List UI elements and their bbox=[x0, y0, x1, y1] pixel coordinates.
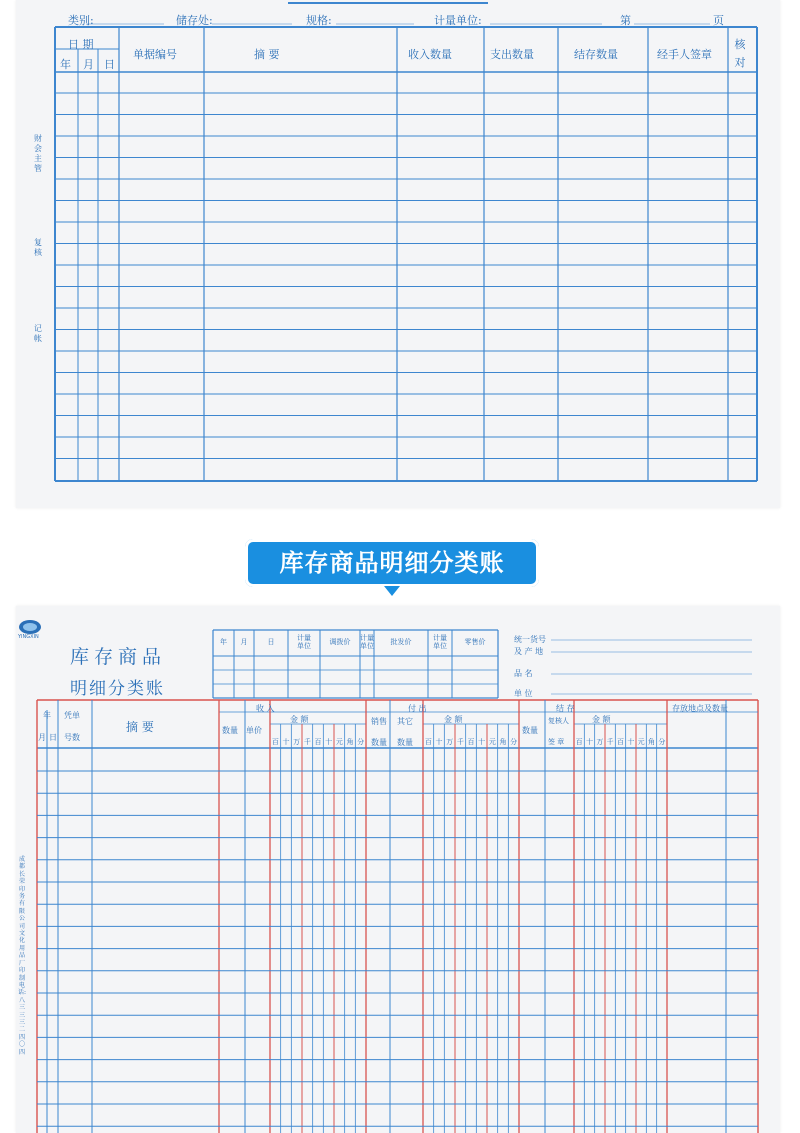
logo-text: YINGXIN bbox=[18, 634, 39, 640]
col2-day: 日 bbox=[49, 733, 57, 742]
spec-label: 规格: bbox=[306, 14, 332, 27]
col2-other: 其它 bbox=[397, 717, 413, 726]
page-prefix: 第 bbox=[620, 14, 631, 27]
price-table-label: 日 bbox=[267, 638, 275, 646]
col2-year: 年 bbox=[43, 711, 51, 720]
digit-label: 百 bbox=[271, 738, 279, 746]
storage-label: 储存处: bbox=[176, 14, 213, 27]
col-check: 核对 bbox=[734, 38, 746, 69]
sheet2-title-line1: 库存商品 bbox=[70, 646, 167, 668]
page-suffix: 页 bbox=[713, 14, 724, 27]
col2-income-qty: 数量 bbox=[222, 726, 238, 735]
digit-label: 百 bbox=[467, 738, 475, 746]
info-code: 统一货号 bbox=[514, 635, 546, 644]
side-supervisor: 财会主管 bbox=[34, 134, 42, 173]
col-month: 月 bbox=[83, 58, 94, 71]
col-day: 日 bbox=[104, 58, 115, 71]
digit-label: 十 bbox=[627, 738, 635, 746]
price-table-label: 计量单位 bbox=[360, 634, 374, 650]
info-origin: 及 产 地 bbox=[514, 647, 544, 656]
col-doc-no: 单据编号 bbox=[133, 48, 177, 61]
digit-label: 百 bbox=[424, 738, 432, 746]
price-table-label: 零售价 bbox=[464, 638, 486, 646]
digit-label: 角 bbox=[346, 738, 354, 746]
ledger-sheet-top bbox=[16, 0, 780, 508]
price-table-label: 计量单位 bbox=[297, 634, 311, 650]
col2-income-amount: 金 额 bbox=[290, 715, 309, 724]
side-bookkeeper: 记帐 bbox=[34, 324, 42, 343]
info-unit: 单 位 bbox=[514, 689, 533, 698]
digit-label: 十 bbox=[478, 738, 486, 746]
digit-label: 角 bbox=[499, 738, 507, 746]
col2-sales: 销售 bbox=[371, 717, 387, 726]
col-handler: 经手人签章 bbox=[657, 48, 712, 61]
digit-label: 十 bbox=[282, 738, 290, 746]
info-name: 品 名 bbox=[514, 669, 533, 678]
banner-pointer bbox=[384, 586, 400, 596]
col2-month: 月 bbox=[38, 733, 46, 742]
col2-other-qty: 数量 bbox=[397, 738, 413, 747]
col2-balance: 结 存 bbox=[556, 704, 575, 713]
col2-checker: 复核人 bbox=[548, 717, 569, 725]
digit-label: 分 bbox=[510, 738, 518, 746]
digit-label: 万 bbox=[293, 738, 301, 746]
digit-label: 分 bbox=[357, 738, 365, 746]
digit-label: 元 bbox=[637, 738, 645, 746]
col2-seal: 签 章 bbox=[548, 738, 565, 746]
digit-label: 元 bbox=[488, 738, 496, 746]
col2-sales-qty: 数量 bbox=[371, 738, 387, 747]
col2-balance-qty: 数量 bbox=[522, 726, 538, 735]
col-balance-qty: 结存数量 bbox=[574, 48, 618, 61]
digit-label: 百 bbox=[617, 738, 624, 746]
banner-title: 库存商品明细分类账 bbox=[279, 549, 505, 577]
digit-label: 千 bbox=[456, 738, 464, 746]
col2-location: 存放地点及数量 bbox=[672, 704, 728, 713]
sheet1-grid bbox=[16, 0, 780, 508]
category-label: 类别: bbox=[68, 14, 94, 27]
col2-number: 号数 bbox=[64, 733, 80, 742]
side-review: 复核 bbox=[34, 238, 42, 257]
price-table-label: 月 bbox=[240, 638, 248, 646]
col2-voucher: 凭单 bbox=[64, 711, 80, 720]
col2-income: 收 入 bbox=[256, 704, 275, 713]
col-summary: 摘 要 bbox=[254, 48, 280, 61]
col2-balance-amount: 金 额 bbox=[592, 715, 611, 724]
col2-outgo: 付 出 bbox=[408, 704, 427, 713]
digit-label: 万 bbox=[596, 738, 604, 746]
digit-label: 元 bbox=[335, 738, 343, 746]
digit-label: 百 bbox=[314, 738, 322, 746]
col2-outgo-amount: 金 额 bbox=[444, 715, 463, 724]
digit-label: 角 bbox=[648, 738, 655, 746]
col2-summary: 摘 要 bbox=[126, 720, 154, 734]
price-table-label: 调拨价 bbox=[329, 638, 351, 646]
sheet2-title-line2: 明细分类账 bbox=[70, 679, 165, 699]
col-year: 年 bbox=[60, 58, 71, 71]
digit-label: 分 bbox=[658, 738, 666, 746]
digit-label: 十 bbox=[325, 738, 333, 746]
digit-label: 百 bbox=[575, 738, 583, 746]
col-date: 日 期 bbox=[68, 38, 94, 51]
digit-label: 千 bbox=[303, 738, 311, 746]
unit-label: 计量单位: bbox=[434, 14, 482, 27]
title-banner bbox=[245, 539, 539, 587]
price-table-label: 批发价 bbox=[390, 638, 412, 646]
ledger-sheet-bottom bbox=[16, 606, 780, 1133]
col2-income-price: 单价 bbox=[246, 726, 262, 735]
digit-label: 十 bbox=[435, 738, 443, 746]
price-table-label: 年 bbox=[220, 638, 227, 646]
brand-logo bbox=[18, 618, 46, 640]
digit-label: 千 bbox=[606, 738, 614, 746]
digit-label: 万 bbox=[446, 738, 454, 746]
col-income-qty: 收入数量 bbox=[408, 48, 452, 61]
printer-imprint: 成都长荣印务有限公司文化用品厂印制 电话:八三三三二四〇四 bbox=[18, 856, 27, 1056]
col-expense-qty: 支出数量 bbox=[490, 48, 534, 61]
price-table-label: 计量单位 bbox=[433, 634, 447, 650]
digit-label: 十 bbox=[586, 738, 593, 746]
